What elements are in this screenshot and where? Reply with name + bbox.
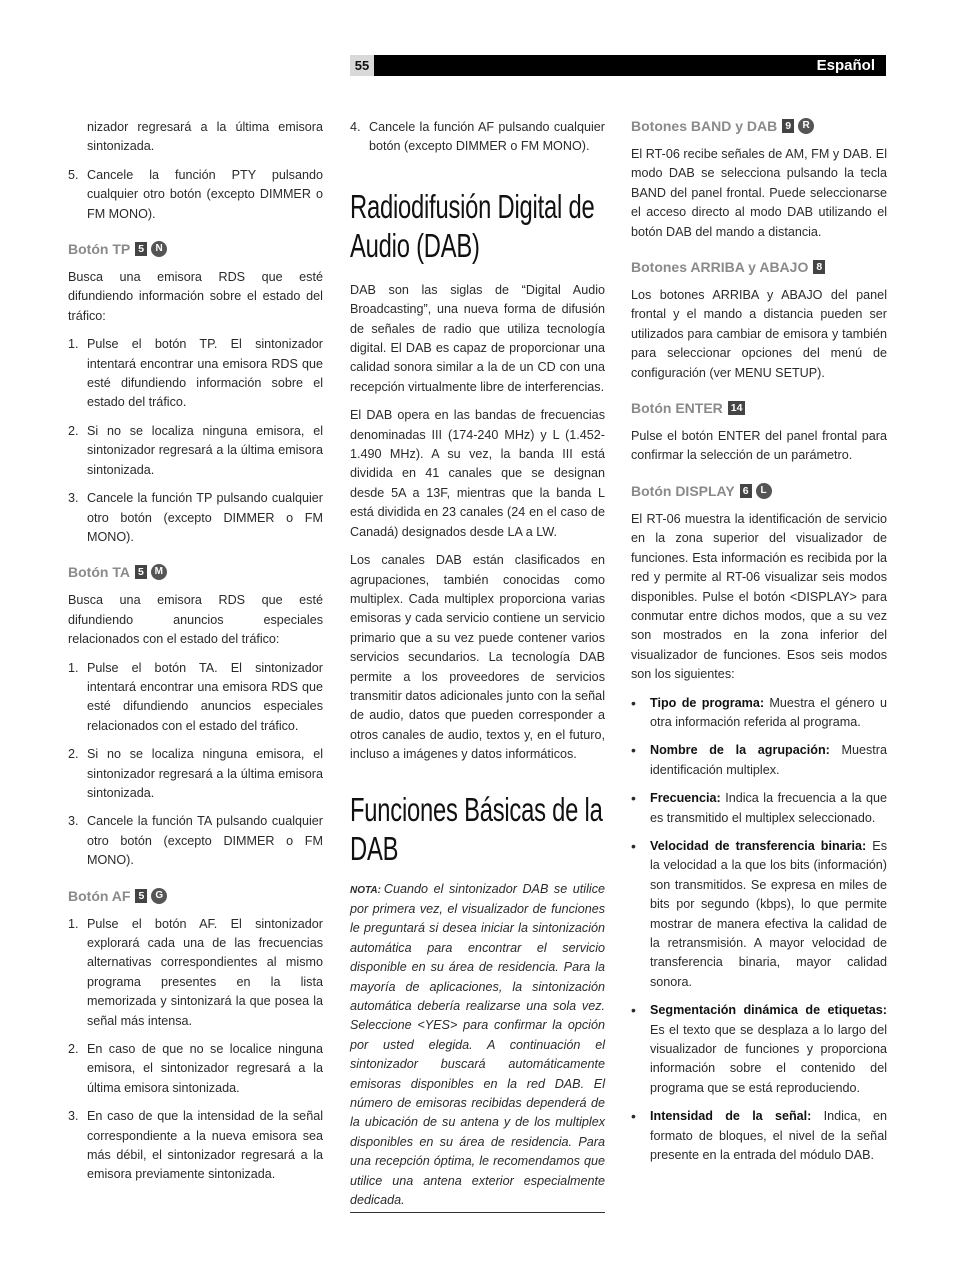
button-number-badge: 9: [782, 119, 794, 133]
bullet-item: • Segmentación dinámica de etiquetas: Es el texto que se desplaza a lo largo del visualizador de funciones y proporciona información sobre el contenido del programa que se está reproduciendo.: [631, 1002, 887, 1095]
page-number: 55: [350, 55, 374, 76]
af-heading: Botón AF 5 G: [68, 886, 323, 906]
remote-button-badge: R: [798, 118, 814, 134]
list-item: 3. Cancele la función TP pulsando cualquier otro botón (excepto DIMMER o FM MONO).: [68, 491, 323, 544]
bullet-item: • Tipo de programa: Muestra el género u otra información referida al programa.: [631, 694, 887, 729]
bullet-item: • Intensidad de la señal: Indica, en formato de bloques, el nivel de la señal presente en la entrada del módulo DAB.: [631, 1108, 887, 1163]
column-2: [350, 118, 605, 1213]
remote-button-badge: L: [756, 483, 772, 499]
bullet-item: • Velocidad de transferencia binaria: Es la velocidad a la que los bits (información) son transmitidos. Se expresa en miles de bits por segundo (kbps), lo que permite mostrar de manera efectiva la calidad de la retransmisión. A mayor velocidad de transferencia binaria, mayor calidad sonora.: [631, 837, 888, 989]
list-item: 3. En caso de que la intensidad de la señal correspondiente a la nueva emisora sea más débil, el sintonizador regresará a la emisora previamente sintonizada.: [68, 1109, 323, 1182]
list-item: 2. Si no se localiza ninguna emisora, el sintonizador regresará a la última emisora sintonizada.: [68, 747, 323, 800]
paragraph: Pulse el botón ENTER del panel frontal para confirmar la selección de un parámetro.: [631, 429, 887, 463]
note-text: Cuando el sintonizador DAB se utilice por primera vez, el visualizador de funciones le preguntará si desea iniciar la sintonización automática para encontrar el servicio disponible en su área de residencia. Para la mayoría de aplicaciones, la sintonización automática debería realizarse una sola vez. Seleccione <YES> para confirmar la opción por usted elegida. A continuación el sintonizador buscará automáticamente emisoras disponibles en la red DAB. El número de emisoras recibidas dependerá de la ubicación de su antena y de los multiplex disponibles en su área de residencia. Para una recepción óptima, le recomendamos que utilice una antena exterior especialmente dedicada.: [350, 881, 605, 1208]
ta-heading: Botón TA 5 M: [68, 562, 323, 582]
list-item: 1. Pulse el botón TA. El sintonizador intentará encontrar una emisora RDS que esté difundiendo anuncios especiales relacionados con el estado del tráfico.: [68, 660, 323, 733]
list-item: 2. Si no se localiza ninguna emisora, el sintonizador regresará a la última emisora sintonizada.: [68, 423, 323, 477]
note-box: [350, 880, 605, 1214]
section-title-basic-functions: Funciones Básicas de la DAB: [350, 790, 603, 867]
list-item: 1. Pulse el botón TP. El sintonizador intentará encontrar una emisora RDS que esté difundiendo información sobre el estado del tráfico.: [68, 337, 323, 410]
list-item: 3. Cancele la función TA pulsando cualquier otro botón (excepto DIMMER o FM MONO).: [68, 814, 323, 868]
display-heading: Botón DISPLAY 6 L: [631, 481, 887, 501]
button-number-badge: 14: [728, 401, 746, 415]
list-item: 4. Cancele la función AF pulsando cualquier botón (excepto DIMMER o FM MONO).: [350, 120, 605, 154]
bullet-item: • Nombre de la agrupación: Muestra identificación multiplex.: [631, 742, 887, 777]
paragraph: DAB son las siglas de “Digital Audio Broadcasting”, una nueva forma de difusión de señales de radio que utiliza tecnología digital. El DAB es capaz de proporcionar una calidad sonora similar a la de un CD con una recepción virtualmente libre de interferencias.: [350, 282, 605, 394]
tp-heading: Botón TP 5 N: [68, 239, 323, 259]
button-number-badge: 5: [135, 565, 147, 579]
column-3: [631, 118, 887, 1174]
section-language: Español: [374, 55, 886, 76]
remote-button-badge: M: [151, 564, 167, 580]
paragraph: Los canales DAB están clasificados en agrupaciones, también conocidas como multiplex. Cada multiplex proporciona varias emisoras y cada servicio contiene un servicio primario que a su vez puede contener varios servicios secundarios. La tecnología DAB permite a los proveedores de servicios transmitir datos adicionales junto con la señal de audio, datos que pueden corresponder a otros canales de audio, textos y, en el futuro, incluso a imágenes y datos informáticos.: [350, 553, 605, 762]
button-number-badge: 5: [135, 889, 147, 903]
tp-intro: Busca una emisora RDS que esté difundiendo información sobre el estado del tráfico:: [68, 270, 323, 323]
section-title-dab: Radiodifusión Digital de Audio (DAB): [350, 187, 595, 264]
paragraph: Los botones ARRIBA y ABAJO del panel frontal y el mando a distancia pueden ser utilizados para cambiar de emisora y también para seleccionar opciones del menú de configuración (ver MENU SETUP).: [631, 288, 887, 380]
enter-heading: Botón ENTER 14: [631, 398, 887, 418]
ta-intro: Busca una emisora RDS que esté difundiendo anuncios especiales relacionados con el estado del tráfico:: [68, 593, 323, 647]
bullet-item: • Frecuencia: Indica la frecuencia a la que es transmitido el multiplex seleccionado.: [631, 790, 887, 825]
button-number-badge: 6: [740, 484, 752, 498]
remote-button-badge: N: [151, 241, 167, 257]
remote-button-badge: G: [151, 888, 167, 904]
paragraph: El RT-06 recibe señales de AM, FM y DAB. El modo DAB se selecciona pulsando la tecla BAND del panel frontal. Puede seleccionarse el acceso directo al modo DAB utilizando el botón DAB del mando a distancia.: [631, 147, 887, 239]
list-item: 2. En caso de que no se localice ninguna emisora, el sintonizador regresará a la última emisora sintonizada.: [68, 1042, 323, 1095]
continued-text: nizador regresará a la última emisora sintonizada.: [87, 120, 323, 154]
column-1: [68, 118, 323, 1194]
list-item: 5. Cancele la función PTY pulsando cualquier otro botón (excepto DIMMER o FM MONO).: [68, 167, 323, 221]
paragraph: El DAB opera en las bandas de frecuencias denominadas III (174-240 MHz) y L (1.452-1.490 MHz). A su vez, la banda III está dividida en 41 canales que se designan desde 5A a 13F, mientras que la banda L está dividida en 23 canales (24 en el caso de Canadá) designados desde LA a LW.: [350, 408, 605, 539]
paragraph: El RT-06 muestra la identificación de servicio en la zona superior del visualizador de funciones. Esta información es recibida por la red y permite al RT-06 visualizar seis modos disponibles. Pulse el botón <DISPLAY> para conmutar entre dichos modos, que a su vez son mostrados en la zona inferior del visualizador de funciones. Esos seis modos son los siguientes:: [631, 511, 887, 682]
note-label: NOTA:: [350, 884, 381, 896]
button-number-badge: 5: [135, 242, 147, 256]
up-down-heading: Botones ARRIBA y ABAJO 8: [631, 257, 887, 277]
band-dab-heading: Botones BAND y DAB 9 R: [631, 116, 887, 136]
button-number-badge: 8: [813, 260, 825, 274]
list-item: 1. Pulse el botón AF. El sintonizador explorará cada una de las frecuencias alternativas correspondientes al mismo programa presentes en la lista memorizada y sintonizará la que posea la señal más intensa.: [68, 916, 323, 1028]
